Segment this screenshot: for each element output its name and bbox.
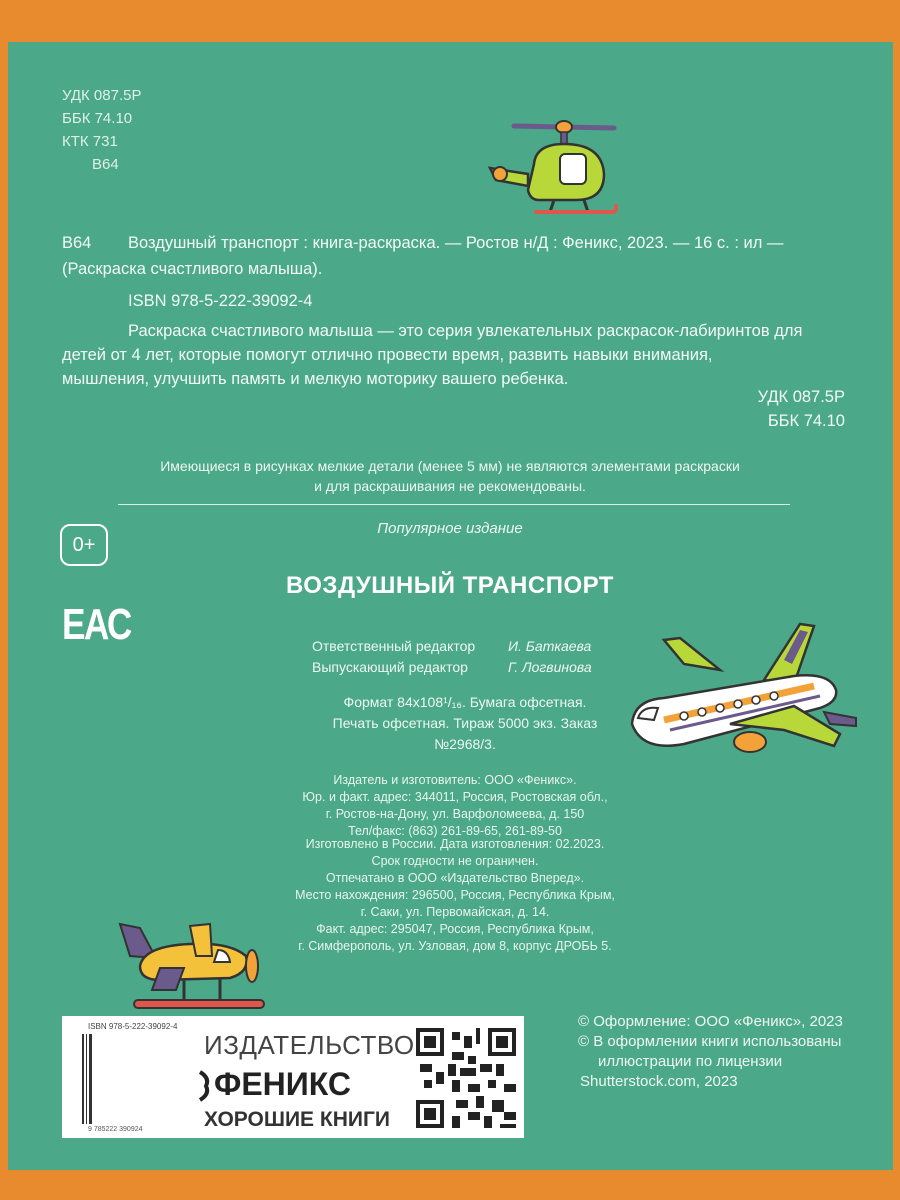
publisher-label-line-1: ИЗДАТЕЛЬСТВО	[204, 1030, 415, 1060]
biblio-line-2: (Раскраска счастливого малыша).	[62, 260, 323, 278]
annotation-line-3: мышления, улучшить память и мелкую моторику вашего ребенка.	[62, 370, 569, 388]
edition-type: Популярное издание	[377, 520, 523, 537]
phoenix-logo-icon	[198, 1070, 212, 1102]
publisher-line-4: Тел/факс: (863) 261-89-65, 261-89-50	[348, 824, 562, 838]
editors-names	[508, 636, 592, 678]
warning-line-2: и для раскрашивания не рекомендованы.	[314, 478, 586, 494]
publisher-label-line-2: ФЕНИКС	[214, 1066, 351, 1102]
helicopter-illustration	[484, 116, 624, 218]
eac-mark: ЕАС	[62, 600, 131, 649]
publisher-line-2: Юр. и факт. адрес: 344011, Россия, Ростовская обл.,	[302, 790, 608, 804]
warning-line-1: Имеющиеся в рисунках мелкие детали (менее 5 мм) не являются элементами раскраски	[160, 458, 740, 474]
credit-line-2: © В оформлении книги использованы	[578, 1033, 842, 1050]
editor-role-2: Выпускающий редактор	[312, 659, 468, 675]
age-rating: 0+	[60, 524, 108, 566]
manufacturing-line-4: Место нахождения: 296500, Россия, Республика Крым,	[295, 888, 615, 902]
author-mark-label: В64	[62, 234, 92, 252]
udk-repeat: УДК 087.5Р	[757, 388, 845, 406]
annotation-line-2: детей от 4 лет, которые помогут отлично провести время, развить навыки внимания,	[62, 346, 713, 364]
biblio-line-1: Воздушный транспорт : книга-раскраска. — Ростов н/Д : Феникс, 2023. — 16 с. : ил —	[128, 234, 784, 252]
classification-codes	[62, 84, 141, 176]
publisher-label	[62, 1016, 524, 1138]
airplane-illustration	[624, 620, 860, 770]
udk-code: УДК 087.5Р	[62, 87, 142, 104]
manufacturing-line-2: Срок годности не ограничен.	[371, 854, 539, 868]
manufacturing-info	[260, 836, 650, 955]
format-line-1: Формат 84x108¹/₁₆. Бумага офсетная.	[343, 694, 587, 710]
publisher-address	[270, 772, 640, 840]
ktk-code: КТК 731	[62, 133, 118, 150]
manufacturing-line-6: Факт. адрес: 295047, Россия, Республика Крым,	[316, 922, 594, 936]
credit-line-4: Shutterstock.com, 2023	[580, 1073, 738, 1090]
print-format	[300, 692, 630, 755]
isbn: ISBN 978-5-222-39092-4	[128, 292, 313, 310]
barcode-digits: 9 785222 390924	[88, 1126, 143, 1133]
book-title: ВОЗДУШНЫЙ ТРАНСПОРТ	[286, 572, 614, 599]
manufacturing-line-3: Отпечатано в ООО «Издательство Вперед».	[325, 871, 585, 885]
credits	[578, 1012, 843, 1092]
format-line-2: Печать офсетная. Тираж 5000 экз. Заказ №2968/3.	[332, 715, 598, 752]
editor-name-1: И. Баткаева	[508, 638, 592, 654]
bbk-repeat: ББК 74.10	[767, 412, 845, 430]
small-plane-illustration	[100, 916, 276, 1016]
qr-code-icon	[416, 1028, 516, 1128]
manufacturing-line-5: г. Саки, ул. Первомайская, д. 14.	[360, 905, 550, 919]
bbk-code: ББК 74.10	[62, 110, 133, 127]
divider	[118, 504, 790, 505]
publisher-line-3: г. Ростов-на-Дону, ул. Варфоломеева, д. 150	[325, 807, 585, 821]
publisher-label-line-3: ХОРОШИЕ КНИГИ	[204, 1108, 390, 1131]
author-mark: В64	[92, 156, 119, 173]
manufacturing-line-7: г. Симферополь, ул. Узловая, дом 8, корпус ДРОБЬ 5.	[298, 939, 612, 953]
annotation-line-1: Раскраска счастливого малыша — это серия увлекательных раскрасок-лабиринтов для	[128, 322, 803, 340]
publisher-line-1: Издатель и изготовитель: ООО «Феникс».	[333, 773, 577, 787]
editor-role-1: Ответственный редактор	[312, 638, 476, 654]
credit-line-1: © Оформление: ООО «Феникс», 2023	[578, 1013, 843, 1030]
barcode-isbn: ISBN 978-5-222-39092-4	[88, 1022, 178, 1031]
editor-name-2: Г. Логвинова	[508, 659, 592, 675]
barcode-icon	[82, 1034, 94, 1124]
manufacturing-line-1: Изготовлено в России. Дата изготовления: 02.2023.	[305, 837, 605, 851]
editors-roles	[312, 636, 475, 678]
credit-line-3: иллюстрации по лицензии	[598, 1053, 783, 1070]
warning-notice	[100, 456, 800, 496]
